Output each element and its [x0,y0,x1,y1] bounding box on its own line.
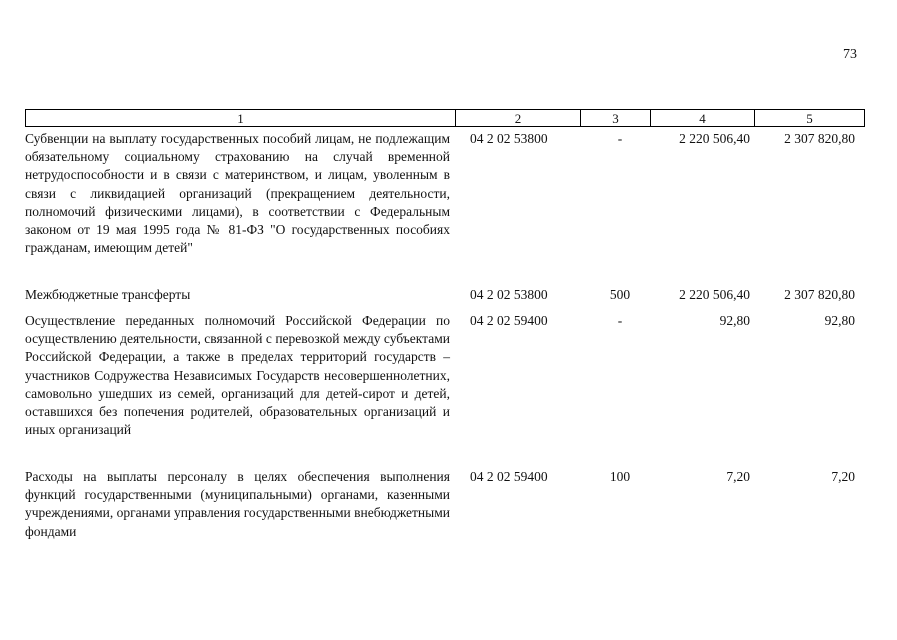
row-value-col4: 92,80 [719,313,750,328]
row-expense-type: - [617,131,623,146]
row-code: 04 2 02 53800 [470,287,548,302]
page-number: 73 [843,47,857,62]
row-description: Расходы на выплаты персоналу в целях обеспечения выполнения функций государственными (муниципальными) органами, казенными учреждениями, органами управления государственными внебюджетными фондами [25,469,450,539]
row-description: Субвенции на выплату государственных пособий лицам, не подлежащим обязательному социальному страхованию на случай временной нетрудоспособности и в связи с материнством, и лицам, уволенным в связи с ликвидацией организаций (прекращением деятельности, полномочий физическими лицами), в соответствии с Федеральным законом от 19 мая 1995 года № 81-ФЗ "О государственных пособиях гражданам, имеющим детей" [25,131,450,256]
row-value-col4: 2 220 506,40 [679,287,750,302]
row-code: 04 2 02 59400 [470,313,548,328]
row-value-col5: 2 307 820,80 [784,131,855,146]
header-col-4: 4 [651,110,755,126]
header-col-1: 1 [26,110,456,126]
row-code: 04 2 02 59400 [470,469,548,484]
row-value-col5: 92,80 [824,313,855,328]
table-header [25,109,865,127]
header-col-5: 5 [806,111,813,126]
row-code: 04 2 02 53800 [470,131,548,146]
row-value-col5: 2 307 820,80 [784,287,855,302]
row-description: Осуществление переданных полномочий Российской Федерации по осуществлению деятельности, связанной с перевозкой между субъектами Российской Федерации, а также в пределах территорий государств – участников Содружества Независимых Государств несовершеннолетних, самовольно ушедших из семей, организаций для детей-сирот и детей, оставшихся без попечения родителей, образовательных организаций и иных организаций [25,313,450,438]
row-expense-type: 100 [609,469,631,484]
row-expense-type: 500 [609,287,631,302]
header-col-2: 2 [456,110,581,126]
header-col-3: 3 [581,110,651,126]
row-value-col4: 2 220 506,40 [679,131,750,146]
row-value-col5: 7,20 [831,469,855,484]
row-value-col4: 7,20 [726,469,750,484]
row-description: Межбюджетные трансферты [25,287,191,302]
row-expense-type: - [617,313,623,328]
